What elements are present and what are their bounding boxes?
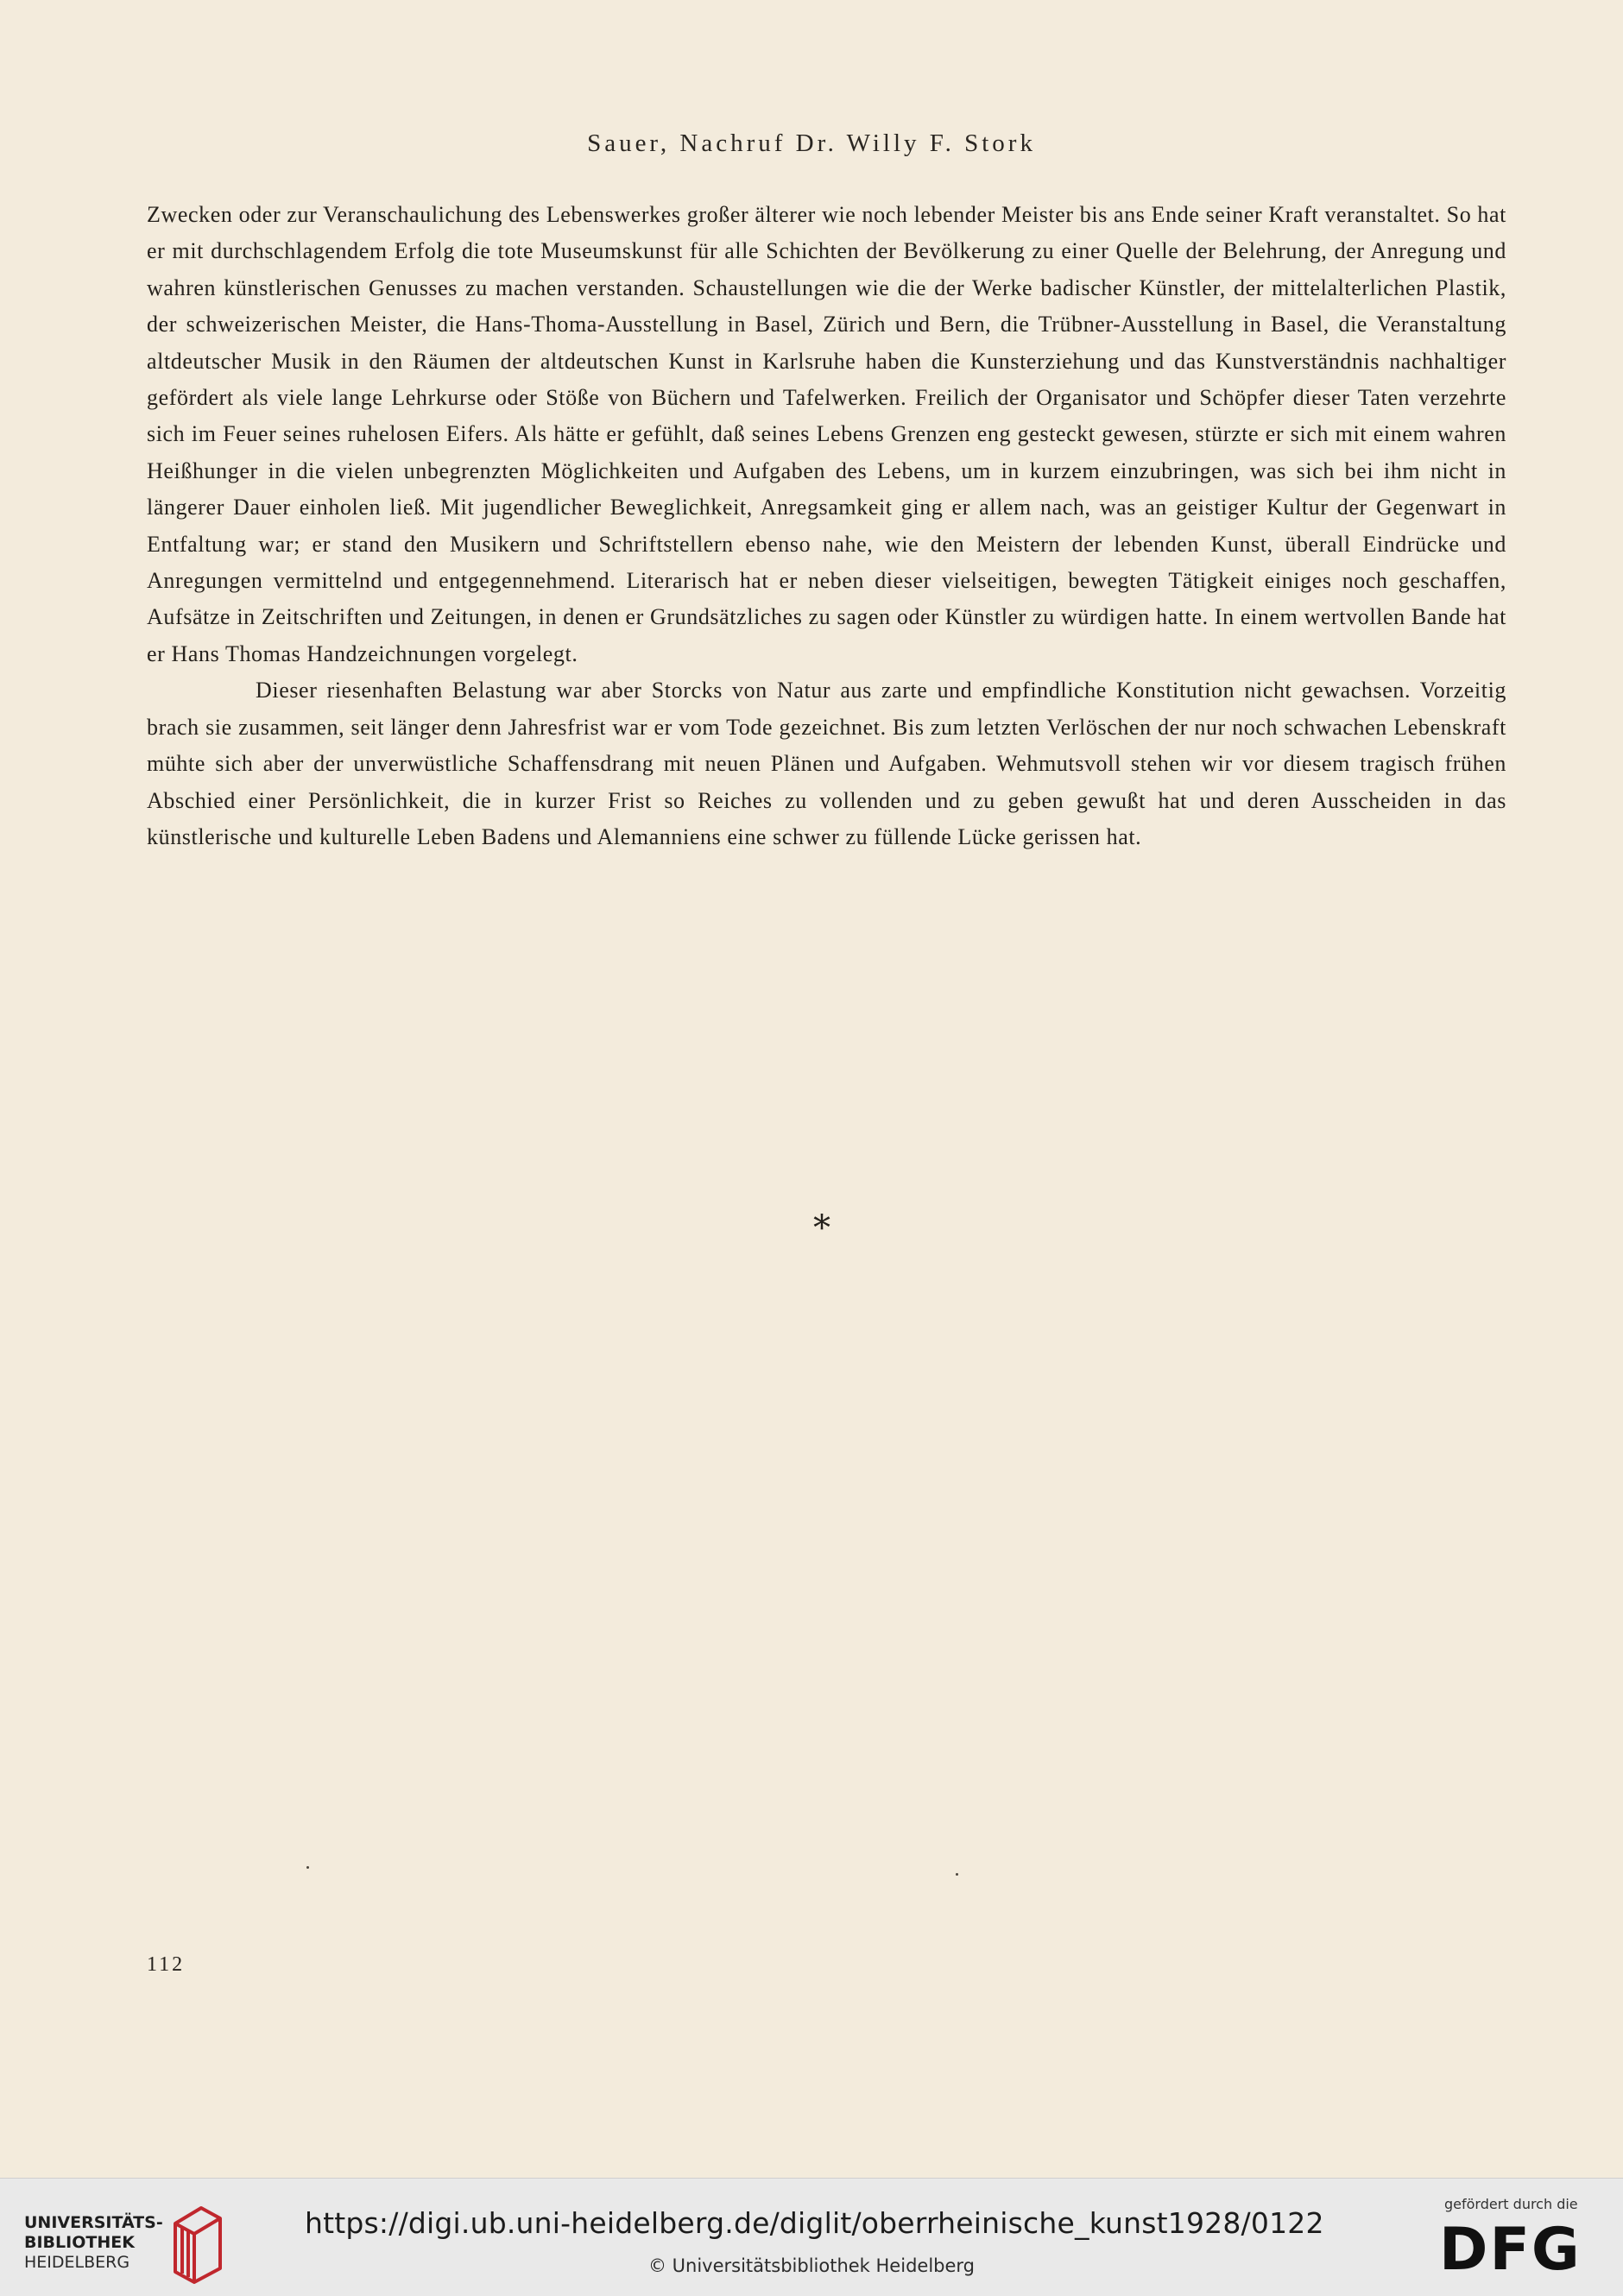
paper-speck bbox=[956, 1873, 958, 1876]
page-number: 112 bbox=[147, 1953, 186, 1976]
funder-caption: gefördert durch die bbox=[1444, 2196, 1578, 2212]
library-name-line-1: UNIVERSITÄTS- bbox=[24, 2213, 163, 2232]
copyright-notice: © Universitätsbibliothek Heidelberg bbox=[647, 2255, 975, 2276]
paper-speck bbox=[306, 1866, 309, 1869]
paragraph-2: Dieser riesenhaften Belastung war aber Storcks von Natur aus zarte und empfindliche Konstitution nicht gewachsen. Vorzeitig brach sie zusammen, seit länger denn Jahresfrist war er vom Tode gezeichnet. Bis zum letzten Verlöschen der nur noch schwachen Lebenskraft mühte sich aber der unverwüstliche Schaffensdrang mit neuen Plänen und Aufgaben. Wehmutsvoll stehen wir vor diesem tragisch frühen Abschied einer Persönlichkeit, die in kurzer Frist so Reiches zu vollenden und zu geben gewußt hat und deren Ausscheiden in das künstlerische und kulturelle Leben Badens und Alemanniens eine schwer zu füllende Lücke gerissen hat. bbox=[147, 678, 1506, 849]
viewer-footer bbox=[0, 2178, 1623, 2296]
library-name-line-3: HEIDELBERG bbox=[24, 2253, 130, 2272]
article-body bbox=[147, 197, 1506, 855]
permalink-url[interactable]: https://digi.ub.uni-heidelberg.de/diglit/oberrheinische_kunst1928/0122 bbox=[305, 2206, 1324, 2240]
section-separator-asterisk: * bbox=[813, 1208, 830, 1248]
running-head: Sauer, Nachruf Dr. Willy F. Stork bbox=[587, 129, 1036, 157]
dfg-logo-text: DFG bbox=[1439, 2219, 1582, 2274]
library-name-line-2: BIBLIOTHEK bbox=[24, 2233, 135, 2252]
funder-block[interactable] bbox=[1437, 2196, 1601, 2274]
paragraph-1: Zwecken oder zur Veranschaulichung des Lebenswerkes großer älterer wie noch lebender Meister bis ans Ende seiner Kraft veranstaltet. So hat er mit durchschlagendem Erfolg die tote Museumskunst für alle Schichten der Bevölkerung zu einer Quelle der Belehrung, der Anregung und wahren künstlerischen Genusses zu machen verstanden. Schaustellungen wie die der Werke badischer Künstler, der mittelalterlichen Plastik, der schweizerischen Meister, die Hans-Thoma-Ausstellung in Basel, Zürich und Bern, die Trübner-Ausstellung in Basel, die Veranstaltung altdeutscher Musik in den Räumen der altdeutschen Kunst in Karlsruhe haben die Kunsterziehung und das Kunstverständnis nachhaltiger gefördert als viele lange Lehrkurse oder Stöße von Büchern und Tafelwerken. Freilich der Organisator und Schöpfer dieser Taten verzehrte sich im Feuer seines ruhelosen Eifers. Als hätte er gefühlt, daß seines Lebens Grenzen eng gesteckt gewesen, stürzte er sich mit einem wahren Heißhunger in die vielen unbegrenzten Möglichkeiten und Aufgaben des Lebens, um in kurzem einzubringen, was sich bei ihm nicht in längerer Dauer einholen ließ. Mit jugendlicher Beweglichkeit, Anregsamkeit ging er allem nach, was an geistiger Kultur der Gegenwart in Entfaltung war; er stand den Musikern und Schriftstellern ebenso nahe, wie den Meistern der lebenden Kunst, überall Eindrücke und Anregungen vermittelnd und entgegennehmend. Literarisch hat er neben dieser vielseitigen, bewegten Tätigkeit einiges noch geschaffen, Aufsätze in Zeitschriften und Zeitungen, in denen er Grundsätzliches zu sagen oder Künstler zu würdigen hatte. In einem wertvollen Bande hat er Hans Thomas Handzeichnungen vorgelegt. bbox=[147, 202, 1506, 666]
dfg-logo-icon bbox=[1437, 2219, 1593, 2274]
